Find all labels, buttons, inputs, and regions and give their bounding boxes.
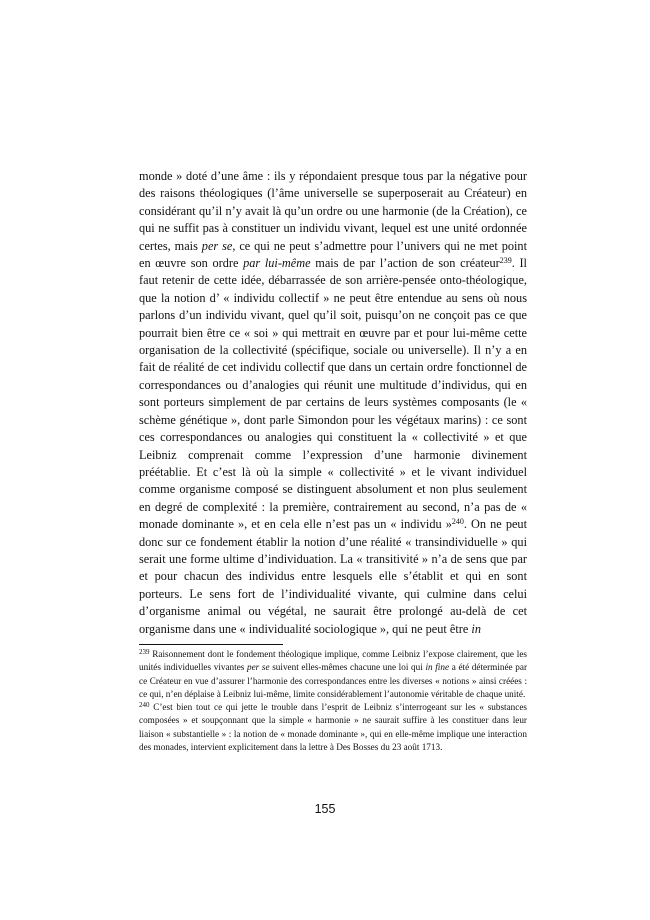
footnote-number: 240 (139, 701, 150, 710)
footnote-separator (139, 644, 283, 645)
body-paragraph (139, 168, 527, 638)
body-text (139, 168, 527, 638)
footnote-text: Raisonnement dont le fondement théologique implique, comme Leibniz l’expose clairement, que les unités individuelles vivantes (139, 648, 527, 673)
body-text-segment: monde » doté d’une âme : ils y répondaient presque tous par la négative pour des raisons théologiques (l’âme universelle se superposerait au Créateur) en considérant qu’il n’y avait là qu’un ordre ou une harmonie (de la Création), ce qui ne suffit pas à constituer un individu vivant, lequel est une unité ordonnée certes, mais (139, 169, 527, 253)
body-text-segment: mais de par l’action de son créateur (310, 256, 500, 271)
footnote-240 (139, 701, 527, 754)
footnote-text: a été déterminée par ce Créateur en vue d’assurer l’harmonie des correspondances entre les diverses « notions » ainsi créées : ce qui, n’en déplaise à Leibniz lui-même, limite considérablement l’autonomie véritable de chaque unité. (139, 662, 528, 699)
page-content (139, 168, 527, 754)
footnote-italic: in fine (425, 662, 450, 673)
body-text-segment: . On ne peut donc sur ce fondement établir la notion d’une réalité « transindividuelle » qui serait une forme ultime d’individuation. La « transitivité » n’a de sens que par et pour chacun des individus entre lesquels elle s’établit et qui en sont porteurs. Le sens fort de l’individualité vivante, qui culmine dans celui d’organisme animal ou végétal, ne saurait être prolongé au-delà de cet organisme dans une « individualité sociologique », qui ne peut être (139, 517, 527, 636)
body-text-segment: . Il faut retenir de cette idée, débarrassée de son arrière-pensée onto-théologique, que la notion d’ « individu collectif » ne peut être entendue au sens où nous parlons d’un individu vivant, quel qu’il soit, puisqu’on ne conçoit pas ce que pourrait bien être ce « soi » qui mettrait en œuvre par et pour lui-même cette organisation de la collectivité (spécifique, sociale ou universelle). Il n’y a en fait de réalité de cet individu collectif que dans un certain ordre fonctionnel de correspondances ou d’analogies qui réunit une multitude d’individus, qui en sont porteurs simplement de par certains de leurs systèmes composants (le « schème génétique », dont parle Simondon pour les végétaux marins) : ce sont ces correspondances ou analogies qui constituent la « collectivité » et que Leibniz comprenait comme l’expression d’une harmonie divinement préétablie. Et c’est là où la simple « collectivité » et le vivant individuel comme organisme composé se distinguent absolument et non plus seulement en degré de complexité : la première, contrairement au second, n’a pas de « monade dominante », et en cela elle n’est pas un « individu » (139, 256, 527, 532)
footnote-text: C’est bien tout ce qui jette le trouble dans l’esprit de Leibniz s’interrogeant sur les « substances composées » et soupçonnant que la simple « harmonie » ne saurait suffire à les constituer dans leur liaison « substantielle » : la notion de « monade dominante », qui en elle-même implique une interaction des monades, intervient explicitement dans la lettre à Des Bosses du 23 août 1713. (139, 702, 527, 753)
page-number: 155 (314, 802, 336, 816)
italic-in: in (471, 621, 481, 636)
footnote-ref-239[interactable]: 239 (499, 256, 512, 266)
footnote-italic: per se (247, 662, 270, 673)
footnote-text: suivent elles-mêmes chacune une loi qui (269, 662, 426, 673)
footnote-239 (139, 648, 527, 701)
body-text-segment: , ce qui ne peut s’admettre pour l’univers qui ne met point en œuvre son ordre (139, 238, 527, 271)
footnote-number: 239 (139, 647, 150, 656)
footnote-ref-240[interactable]: 240 (451, 517, 464, 527)
footnotes (139, 648, 527, 754)
italic-par-lui-meme: par lui-même (243, 256, 311, 271)
italic-per-se: per se (201, 238, 233, 253)
